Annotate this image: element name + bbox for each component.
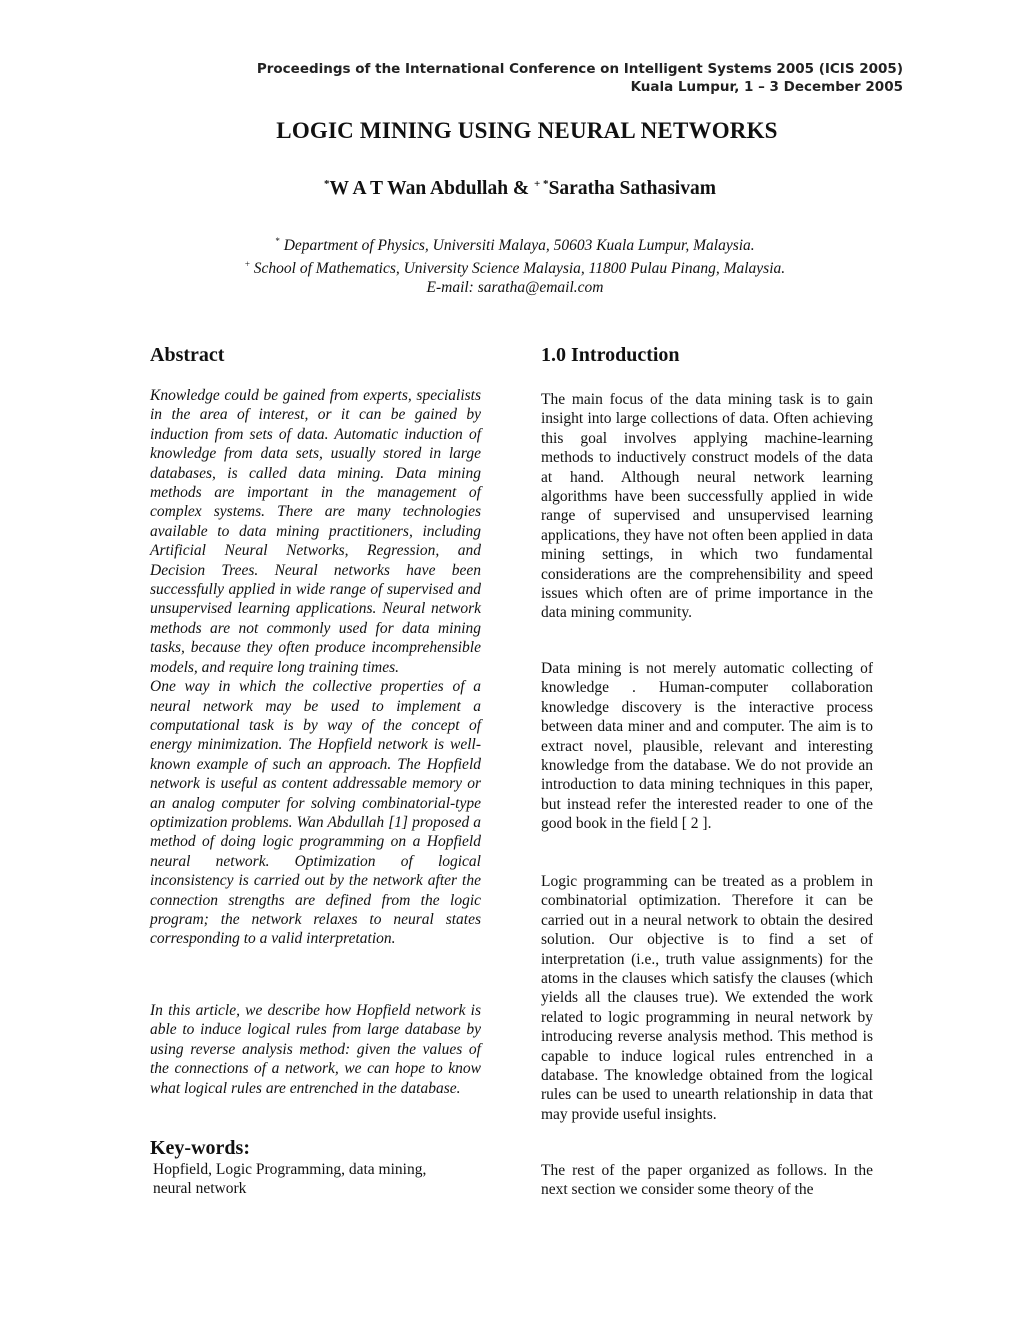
proceedings-header: [257, 60, 903, 96]
abstract-paragraph-3: In this article, we describe how Hopfield network is able to induce logical rules from large database by using reverse analysis method: given the values of the connections of a network, we can hope to know what logical rules are entrenched in the database.: [150, 1002, 481, 1097]
abstract-body: [150, 386, 481, 949]
intro-block-1: [541, 390, 873, 623]
introduction-section: [541, 344, 873, 367]
keywords-section: [150, 1137, 481, 1199]
author2-name: Saratha Sathasivam: [548, 178, 716, 199]
affiliation-1-text: Department of Physics, Universiti Malaya, 50603 Kuala Lumpur, Malaysia.: [279, 237, 755, 254]
abstract-body-continued: [150, 1001, 481, 1098]
keywords-text: Hopfield, Logic Programming, data mining, neural network: [153, 1161, 427, 1198]
paper-title: LOGIC MINING USING NEURAL NETWORKS: [276, 118, 778, 143]
abstract-heading: Abstract: [150, 344, 225, 366]
intro-paragraph-3: Logic programming can be treated as a problem in combinatorial optimization. Therefore it can be carried out in a neural network to obtain the desired solution. Our objective is to find a set of interpretation (i.e., truth value assignments) for the atoms in the clauses which satisfy the clauses (which yields all the clauses true). We extended the work related to logic programming in neural network by introducing reverse analysis method. This method is capable to induce logical rules entrenched in a database. The knowledge obtained from the logical rules can be used to unearth relationship in data that may provide useful insights.: [541, 873, 873, 1123]
abstract-paragraph-2: One way in which the collective properties of a neural network may be used to implement a computational task is by way of the concept of energy minimization. The Hopfield network is well-known example of such an approach. The Hopfield network is useful as content addressable memory or an analog computer for solving combinatorial-type optimization problems. Wan Abdullah [1] proposed a method of doing logic programming on a Hopfield neural network. Optimization of logical inconsistency is carried out by the network after the connection strengths are defined from the logic program; the network relaxes to neural states corresponding to a valid interpretation.: [150, 678, 481, 948]
author2-mark: + *: [534, 178, 549, 190]
affiliation-1: [0, 236, 1024, 255]
introduction-heading: 1.0 Introduction: [541, 344, 680, 366]
email-line: E-mail: saratha@email.com: [426, 279, 604, 296]
abstract-section: [150, 344, 481, 367]
intro-block-2: [541, 659, 873, 834]
affiliation-2-mark: +: [244, 259, 250, 269]
intro-block-4: [541, 1161, 873, 1200]
abstract-paragraph-1: Knowledge could be gained from experts, specialists in the area of interest, or it can be gained by induction from sets of data. Automatic induction of knowledge from data sets, usually stored in large databases, is called data mining. Data mining methods are important in the management of complex systems. There are many technologies available to data mining practitioners, including Artificial Neural Networks, Regression, and Decision Trees. Neural networks have been successfully applied in wide range of supervised and unsupervised learning applications. Neural network methods are not commonly used for data mining tasks, because they often produce incomprehensible models, and require long training times.: [150, 387, 481, 676]
header-line-2: Kuala Lumpur, 1 – 3 December 2005: [630, 79, 903, 95]
affiliation-2: [0, 259, 1024, 278]
author1-mark: *: [324, 178, 330, 190]
author-line: [0, 178, 1024, 200]
intro-paragraph-2: Data mining is not merely automatic collecting of knowledge . Human-computer collaboration knowledge discovery is the interactive process between data miner and and computer. The aim is to extract novel, plausible, relevant and interesting knowledge from the database. We do not provide an introduction to data mining techniques in this paper, but instead refer the interested reader to one of the good book in the field [ 2 ].: [541, 660, 873, 833]
intro-block-3: [541, 872, 873, 1124]
header-line-1: Proceedings of the International Conference on Intelligent Systems 2005 (ICIS 2005): [256, 61, 903, 77]
intro-paragraph-4: The rest of the paper organized as follows. In the next section we consider some theory of the: [541, 1162, 873, 1199]
intro-paragraph-1: The main focus of the data mining task is to gain insight into large collections of data. Often achieving this goal involves applying machine-learning methods to inductively construct models of the data at hand. Although neural network learning algorithms have been successfully applied in wide range of supervised and unsupervised learning applications, they have not often been applied in data mining settings, in which two fundamental considerations are the comprehensibility and speed issues which often are of prime importance in the data mining community.: [541, 391, 873, 622]
keywords-heading: Key-words:: [150, 1137, 250, 1159]
affiliation-2-text: School of Mathematics, University Science Malaysia, 11800 Pulau Pinang, Malaysia.: [249, 260, 786, 277]
author1-name: W A T Wan Abdullah &: [329, 178, 535, 199]
affiliation-1-mark: *: [275, 236, 280, 246]
